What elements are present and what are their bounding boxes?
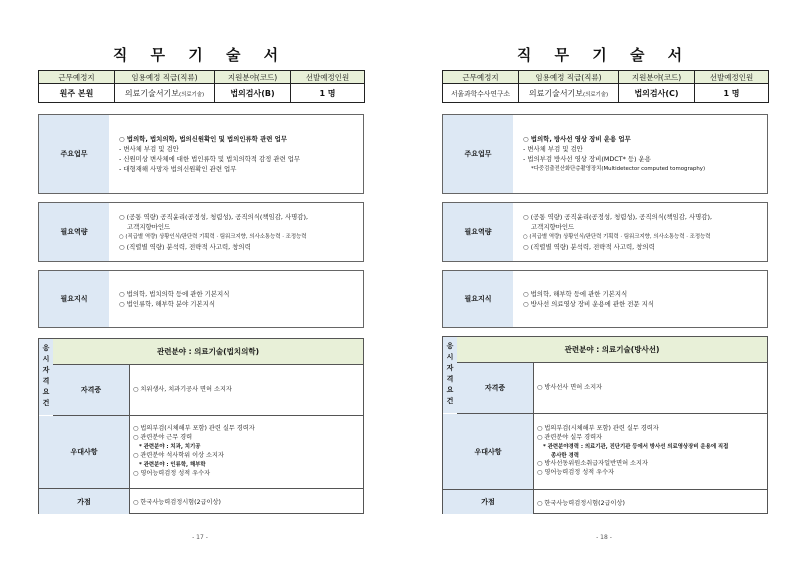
license-label: 자격증 [457, 363, 534, 413]
count-value: 1 명 [291, 84, 365, 103]
preference-item: * 관련분야 : 인류학, 해부학 [139, 461, 206, 468]
location-value: 서울과학수사연구소 [443, 84, 519, 103]
preference-item: * 관련분야 : 치과, 치기공 [139, 444, 201, 451]
preference-item: ○ 영어능력검정 성적 우수자 [133, 469, 211, 477]
duty-item: - 대형재해 사망자 법의신원확인 관련 업무 [119, 165, 237, 173]
preference-item: ○ 법의부검(시체해부 포함) 관련 실무 경력자 [537, 424, 659, 432]
knowledge-item: ○ 법의학, 법치의학 등에 관한 기본지식 [119, 290, 230, 298]
rank-value [115, 84, 215, 103]
competency-item: ○ (공통 역량) 공직윤리(공정성, 청렴성), 공직의식(책임감, 사명감), [119, 213, 309, 221]
bonus-label: 가점 [443, 490, 534, 514]
preference-row [443, 414, 767, 490]
competency-item: 고객지향마인드 [531, 223, 575, 231]
duties-section [442, 114, 768, 194]
header-rank: 임용예정 직급(직류) [115, 71, 215, 84]
competency-section [38, 202, 364, 262]
preference-item: 종사한 경력 [551, 452, 579, 459]
related-field: 관련분야 : 의료기술(법치의학) [53, 339, 363, 365]
rank-sub: (의료기술) [179, 91, 205, 98]
qualification-section [38, 338, 364, 514]
preference-item: * 관련분야경력 : 의료기관, 진단기관 등에서 방사선 의료영상장비 운용에 직접 [543, 443, 729, 450]
recruit-info-table [442, 70, 769, 103]
rank-main: 의료기술서기보 [124, 88, 180, 98]
duty-item: - 변사체 부검 및 검안 [523, 145, 583, 153]
header-rank: 임용예정 직급(직류) [519, 71, 619, 84]
rank-main: 의료기술서기보 [528, 88, 584, 98]
knowledge-label: 필요지식 [39, 271, 109, 327]
duty-item: - 변사체 부검 및 검안 [119, 145, 179, 153]
preference-item: ○ 관련분야 석사학위 이상 소지자 [133, 452, 224, 459]
bonus-label: 가점 [39, 489, 130, 514]
preference-item: ○ 영어능력검정 성적 우수자 [537, 469, 615, 477]
license-value: ○ 방사선사 면허 소지자 [537, 383, 603, 391]
license-row [53, 365, 363, 416]
duty-item: ○ 법의학, 법치의학, 법의신원확인 및 법의인류학 관련 업무 [119, 135, 287, 143]
page-number: - 17 - [192, 534, 208, 541]
field-value: 법의검사(B) [215, 84, 291, 103]
preference-item: ○ 관련분야 근무 경력 [133, 434, 193, 442]
location-value: 원주 본원 [39, 84, 115, 103]
preference-label: 우대사항 [443, 414, 534, 489]
preference-label: 우대사항 [39, 416, 130, 488]
header-location: 근무예정지 [443, 71, 519, 84]
competency-item: ○ (공통 역량) 공직윤리(공정성, 청렴성), 공직의식(책임감, 사명감), [523, 213, 713, 221]
knowledge-item: ○ 방사선 의료영상 장비 운용에 관한 전문 지식 [523, 300, 654, 308]
duties-label: 주요업무 [39, 115, 109, 193]
bonus-value: ○ 한국사능력검정시험(2급이상) [133, 499, 221, 506]
count-value: 1 명 [695, 84, 769, 103]
qualification-side-label: 응 시 자 격 요 건 [443, 337, 458, 413]
recruit-info-table [38, 70, 365, 103]
competency-section [442, 202, 768, 262]
page-18 [404, 0, 800, 566]
rank-value [519, 84, 619, 103]
preference-item: ○ 관련분야 실무 경력자 [537, 433, 603, 441]
page-title: 직 무 기 술 서 [516, 46, 692, 64]
duty-item: - 법의부검 방사선 영상 장비(MDCT* 등) 운용 [523, 155, 651, 163]
rank-sub: (의료기술) [583, 91, 609, 98]
competency-item: ○ (직렬별 역량) 분석력, 전략적 사고력, 창의력 [119, 243, 251, 251]
preference-item: ○ 법의부검(시체해부 포함) 관련 실무 경력자 [133, 425, 255, 433]
preference-item: ○ 방사선동위원소취급자일반면허 소지자 [537, 460, 648, 468]
bonus-row [443, 490, 767, 514]
duty-item: - 신원미상 변사체에 대한 법인류학 및 법치의학적 감정 관련 업무 [119, 155, 301, 163]
header-count: 선발예정인원 [695, 71, 769, 84]
knowledge-item: ○ 법의학, 해부학 등에 관한 기본지식 [523, 290, 628, 298]
license-label: 자격증 [53, 365, 130, 415]
header-field: 지원분야(코드) [215, 71, 291, 84]
knowledge-item: ○ 법인류학, 해부학 분야 기본지식 [119, 300, 215, 308]
competency-item: ○ (직렬별 역량) 분석력, 전략적 사고력, 창의력 [523, 243, 655, 251]
knowledge-section [442, 270, 768, 328]
header-count: 선발예정인원 [291, 71, 365, 84]
competency-item: ○ (직급별 역량) 상황인식/판단력 기획력 · 팀워크지향, 의사소통능력 · 조정능력 [523, 234, 711, 240]
related-field: 관련분야 : 의료기술(방사선) [457, 337, 767, 363]
header-field: 지원분야(코드) [619, 71, 695, 84]
license-value: ○ 치위생사, 치과기공사 면허 소지자 [133, 385, 232, 393]
bonus-row [39, 489, 363, 514]
competency-label: 필요역량 [443, 203, 513, 261]
field-value: 법의검사(C) [619, 84, 695, 103]
preference-row [39, 416, 363, 489]
bonus-value: ○ 한국사능력검정시험(2급이상) [537, 499, 625, 507]
competency-item: ○ (직급별 역량) 상황인식/판단력 기획력 · 팀워크지향, 의사소통능력 · 조정능력 [119, 234, 307, 240]
qualification-side-label: 응 시 자 격 요 건 [39, 339, 54, 415]
duty-item: ○ 법의학, 방사선 영상 장비 운용 업무 [523, 135, 631, 143]
duties-section [38, 114, 364, 194]
duties-label: 주요업무 [443, 115, 513, 193]
duty-item: *다중검출전산화단층촬영장치(Multidetector computed tomography) [531, 166, 706, 172]
competency-label: 필요역량 [39, 203, 109, 261]
header-location: 근무예정지 [39, 71, 115, 84]
competency-item: 고객지향마인드 [127, 223, 171, 231]
page-number: - 18 - [596, 534, 612, 541]
knowledge-section [38, 270, 364, 328]
qualification-section [442, 336, 768, 514]
knowledge-label: 필요지식 [443, 271, 513, 327]
page-title: 직 무 기 술 서 [112, 46, 288, 64]
license-row [457, 363, 767, 414]
